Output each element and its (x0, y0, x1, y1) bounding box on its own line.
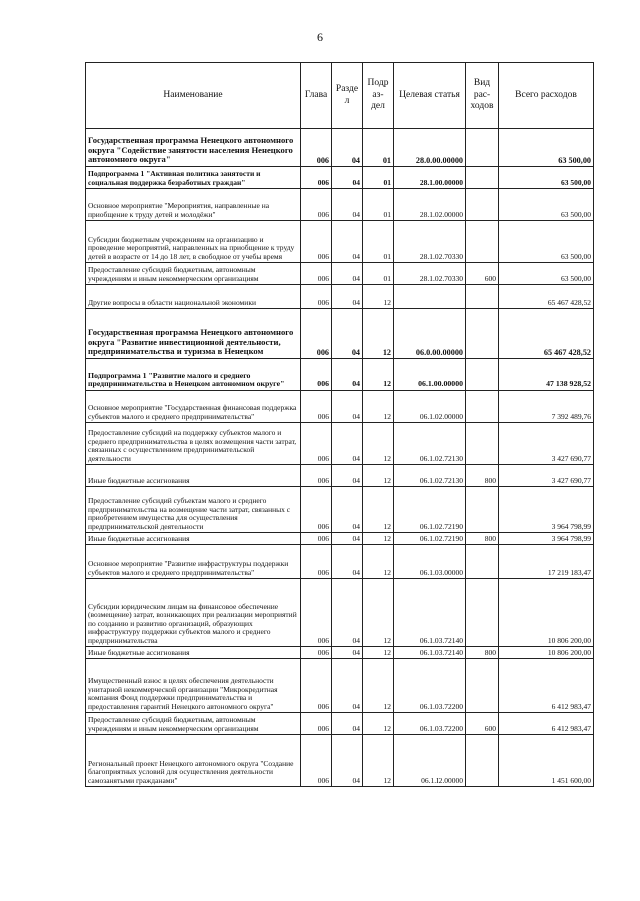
cell-section: 04 (332, 221, 363, 263)
cell-total: 17 219 183,47 (499, 545, 594, 579)
cell-target: 06.1.02.72190 (394, 533, 466, 545)
cell-target: 06.1.03.00000 (394, 545, 466, 579)
table-row (86, 533, 594, 545)
cell-section: 04 (332, 579, 363, 647)
cell-target: 06.1.03.72200 (394, 659, 466, 713)
cell-chapter: 006 (301, 659, 332, 713)
cell-section: 04 (332, 189, 363, 221)
header-total: Всего расходов (499, 63, 594, 129)
table-row (86, 423, 594, 465)
table-row (86, 391, 594, 423)
cell-expense-type (466, 545, 499, 579)
table-row (86, 713, 594, 735)
cell-target: 28.1.02.00000 (394, 189, 466, 221)
cell-total: 3 427 690,77 (499, 465, 594, 487)
table-row (86, 285, 594, 309)
cell-subsection: 12 (363, 659, 394, 713)
cell-name: Имущественный взнос в целях обеспечения деятельности унитарной некоммерческой организации "Микрокредитная компания Фонд поддержки предпринимательства и предоставления гарантий Ненецкого автономного округа" (86, 659, 301, 713)
table-row (86, 735, 594, 787)
cell-target: 28.1.02.70330 (394, 263, 466, 285)
cell-subsection: 01 (363, 167, 394, 189)
cell-name: Иные бюджетные ассигнования (86, 465, 301, 487)
cell-total: 63 500,00 (499, 189, 594, 221)
table-row (86, 167, 594, 189)
table-row (86, 465, 594, 487)
cell-total: 6 412 983,47 (499, 713, 594, 735)
table-row (86, 129, 594, 167)
cell-expense-type: 800 (466, 465, 499, 487)
cell-expense-type (466, 735, 499, 787)
table-row (86, 579, 594, 647)
cell-chapter: 006 (301, 735, 332, 787)
cell-name: Другие вопросы в области национальной экономики (86, 285, 301, 309)
cell-name: Предоставление субсидий на поддержку субъектов малого и среднего предпринимательства в целях возмещения части затрат, связанных с осуществлением предпринимательской деятельности (86, 423, 301, 465)
cell-chapter: 006 (301, 263, 332, 285)
cell-subsection: 12 (363, 285, 394, 309)
cell-target (394, 285, 466, 309)
cell-subsection: 12 (363, 309, 394, 359)
table-row (86, 221, 594, 263)
cell-target: 06.1.I2.00000 (394, 735, 466, 787)
cell-section: 04 (332, 263, 363, 285)
cell-section: 04 (332, 391, 363, 423)
cell-subsection: 12 (363, 465, 394, 487)
cell-subsection: 12 (363, 423, 394, 465)
cell-total: 3 964 798,99 (499, 487, 594, 533)
page-number: 6 (317, 30, 323, 44)
cell-subsection: 12 (363, 359, 394, 391)
table-row (86, 263, 594, 285)
cell-expense-type (466, 129, 499, 167)
cell-total: 47 138 928,52 (499, 359, 594, 391)
cell-section: 04 (332, 647, 363, 659)
cell-section: 04 (332, 713, 363, 735)
table-row (86, 545, 594, 579)
cell-name: Основное мероприятие "Мероприятия, направленные на приобщение к труду детей и молодёжи" (86, 189, 301, 221)
header-row (86, 63, 594, 129)
cell-section: 04 (332, 423, 363, 465)
table-row (86, 359, 594, 391)
cell-chapter: 006 (301, 221, 332, 263)
cell-chapter: 006 (301, 359, 332, 391)
cell-section: 04 (332, 309, 363, 359)
cell-section: 04 (332, 545, 363, 579)
cell-expense-type (466, 221, 499, 263)
cell-target: 28.0.00.00000 (394, 129, 466, 167)
cell-expense-type (466, 189, 499, 221)
cell-subsection: 12 (363, 713, 394, 735)
cell-subsection: 01 (363, 129, 394, 167)
cell-section: 04 (332, 129, 363, 167)
cell-total: 3 964 798,99 (499, 533, 594, 545)
cell-subsection: 12 (363, 533, 394, 545)
cell-target: 28.1.00.00000 (394, 167, 466, 189)
cell-section: 04 (332, 167, 363, 189)
cell-total: 7 392 489,76 (499, 391, 594, 423)
cell-expense-type (466, 423, 499, 465)
cell-chapter: 006 (301, 167, 332, 189)
cell-expense-type (466, 167, 499, 189)
cell-subsection: 12 (363, 647, 394, 659)
cell-name: Иные бюджетные ассигнования (86, 647, 301, 659)
cell-expense-type (466, 391, 499, 423)
cell-name: Основное мероприятие "Развитие инфраструктуры поддержки субъектов малого и среднего предпринимательства" (86, 545, 301, 579)
table-row (86, 487, 594, 533)
cell-name: Государственная программа Ненецкого автономного округа "Содействие занятости населения Ненецкого автономного округа" (86, 129, 301, 167)
cell-chapter: 006 (301, 533, 332, 545)
cell-subsection: 01 (363, 263, 394, 285)
cell-subsection: 12 (363, 545, 394, 579)
cell-name: Подпрограмма 1 "Развитие малого и среднего предпринимательства в Ненецком автономном округе" (86, 359, 301, 391)
cell-total: 63 500,00 (499, 167, 594, 189)
cell-total: 1 451 600,00 (499, 735, 594, 787)
cell-target: 06.1.00.00000 (394, 359, 466, 391)
table-row (86, 309, 594, 359)
cell-subsection: 01 (363, 221, 394, 263)
cell-target: 06.1.02.72130 (394, 423, 466, 465)
cell-total: 65 467 428,52 (499, 309, 594, 359)
cell-name: Иные бюджетные ассигнования (86, 533, 301, 545)
cell-target: 06.0.00.00000 (394, 309, 466, 359)
cell-total: 6 412 983,47 (499, 659, 594, 713)
cell-chapter: 006 (301, 309, 332, 359)
cell-total: 65 467 428,52 (499, 285, 594, 309)
cell-name: Субсидии юридическим лицам на финансовое обеспечение (возмещение) затрат, возникающих при реализации мероприятий по созданию и развитию организаций, образующих инфраструктуру поддержки субъектов малого и среднего предпринимательства (86, 579, 301, 647)
cell-chapter: 006 (301, 465, 332, 487)
cell-target: 06.1.03.72140 (394, 579, 466, 647)
cell-expense-type (466, 659, 499, 713)
cell-subsection: 12 (363, 487, 394, 533)
cell-chapter: 006 (301, 487, 332, 533)
cell-target: 06.1.03.72200 (394, 713, 466, 735)
cell-chapter: 006 (301, 423, 332, 465)
cell-subsection: 12 (363, 735, 394, 787)
table-row (86, 189, 594, 221)
cell-subsection: 12 (363, 391, 394, 423)
cell-chapter: 006 (301, 713, 332, 735)
cell-section: 04 (332, 285, 363, 309)
cell-target: 06.1.02.00000 (394, 391, 466, 423)
cell-target: 06.1.02.72130 (394, 465, 466, 487)
cell-name: Предоставление субсидий бюджетным, автономным учреждениям и иным некоммерческим организациям (86, 263, 301, 285)
cell-section: 04 (332, 487, 363, 533)
header-name: Наименование (86, 63, 301, 129)
cell-total: 63 500,00 (499, 129, 594, 167)
cell-target: 28.1.02.70330 (394, 221, 466, 263)
cell-name: Региональный проект Ненецкого автономного округа "Создание благоприятных условий для осуществления деятельности самозанятыми гражданами" (86, 735, 301, 787)
cell-expense-type (466, 487, 499, 533)
cell-total: 63 500,00 (499, 263, 594, 285)
header-chapter: Глава (301, 63, 332, 129)
cell-expense-type: 800 (466, 647, 499, 659)
cell-chapter: 006 (301, 647, 332, 659)
header-target: Целевая статья (394, 63, 466, 129)
cell-subsection: 12 (363, 579, 394, 647)
header-section: Разде л (332, 63, 363, 129)
cell-expense-type (466, 309, 499, 359)
cell-section: 04 (332, 735, 363, 787)
table-row (86, 659, 594, 713)
cell-expense-type (466, 579, 499, 647)
cell-chapter: 006 (301, 391, 332, 423)
cell-expense-type: 600 (466, 713, 499, 735)
cell-chapter: 006 (301, 579, 332, 647)
cell-chapter: 006 (301, 129, 332, 167)
cell-total: 10 806 200,00 (499, 647, 594, 659)
cell-section: 04 (332, 359, 363, 391)
cell-expense-type (466, 359, 499, 391)
cell-section: 04 (332, 659, 363, 713)
cell-name: Подпрограмма 1 "Активная политика занятости и социальная поддержка безработных граждан" (86, 167, 301, 189)
cell-subsection: 01 (363, 189, 394, 221)
cell-name: Предоставление субсидий субъектам малого и среднего предпринимательства на возмещение части затрат, связанных с приобретением имущества для осуществления предпринимательской деятельности (86, 487, 301, 533)
table-row (86, 647, 594, 659)
cell-target: 06.1.02.72190 (394, 487, 466, 533)
cell-name: Основное мероприятие "Государственная финансовая поддержка субъектов малого и среднего предпринимательства" (86, 391, 301, 423)
cell-chapter: 006 (301, 189, 332, 221)
cell-name: Субсидии бюджетным учреждениям на организацию и проведение мероприятий, направленных на приобщение к труду детей в возрасте от 14 до 18 лет, в свободное от учебы время (86, 221, 301, 263)
cell-expense-type: 600 (466, 263, 499, 285)
header-expense-type: Вид рас- ходов (466, 63, 499, 129)
cell-total: 10 806 200,00 (499, 579, 594, 647)
cell-total: 63 500,00 (499, 221, 594, 263)
cell-chapter: 006 (301, 545, 332, 579)
cell-target: 06.1.03.72140 (394, 647, 466, 659)
cell-expense-type (466, 285, 499, 309)
cell-total: 3 427 690,77 (499, 423, 594, 465)
cell-section: 04 (332, 533, 363, 545)
cell-chapter: 006 (301, 285, 332, 309)
budget-table (85, 62, 594, 787)
cell-expense-type: 800 (466, 533, 499, 545)
cell-name: Предоставление субсидий бюджетным, автономным учреждениям и иным некоммерческим организациям (86, 713, 301, 735)
cell-section: 04 (332, 465, 363, 487)
header-subsection: Подр аз- дел (363, 63, 394, 129)
cell-name: Государственная программа Ненецкого автономного округа "Развитие инвестиционной деятельности, предпринимательства и туризма в Ненецком (86, 309, 301, 359)
